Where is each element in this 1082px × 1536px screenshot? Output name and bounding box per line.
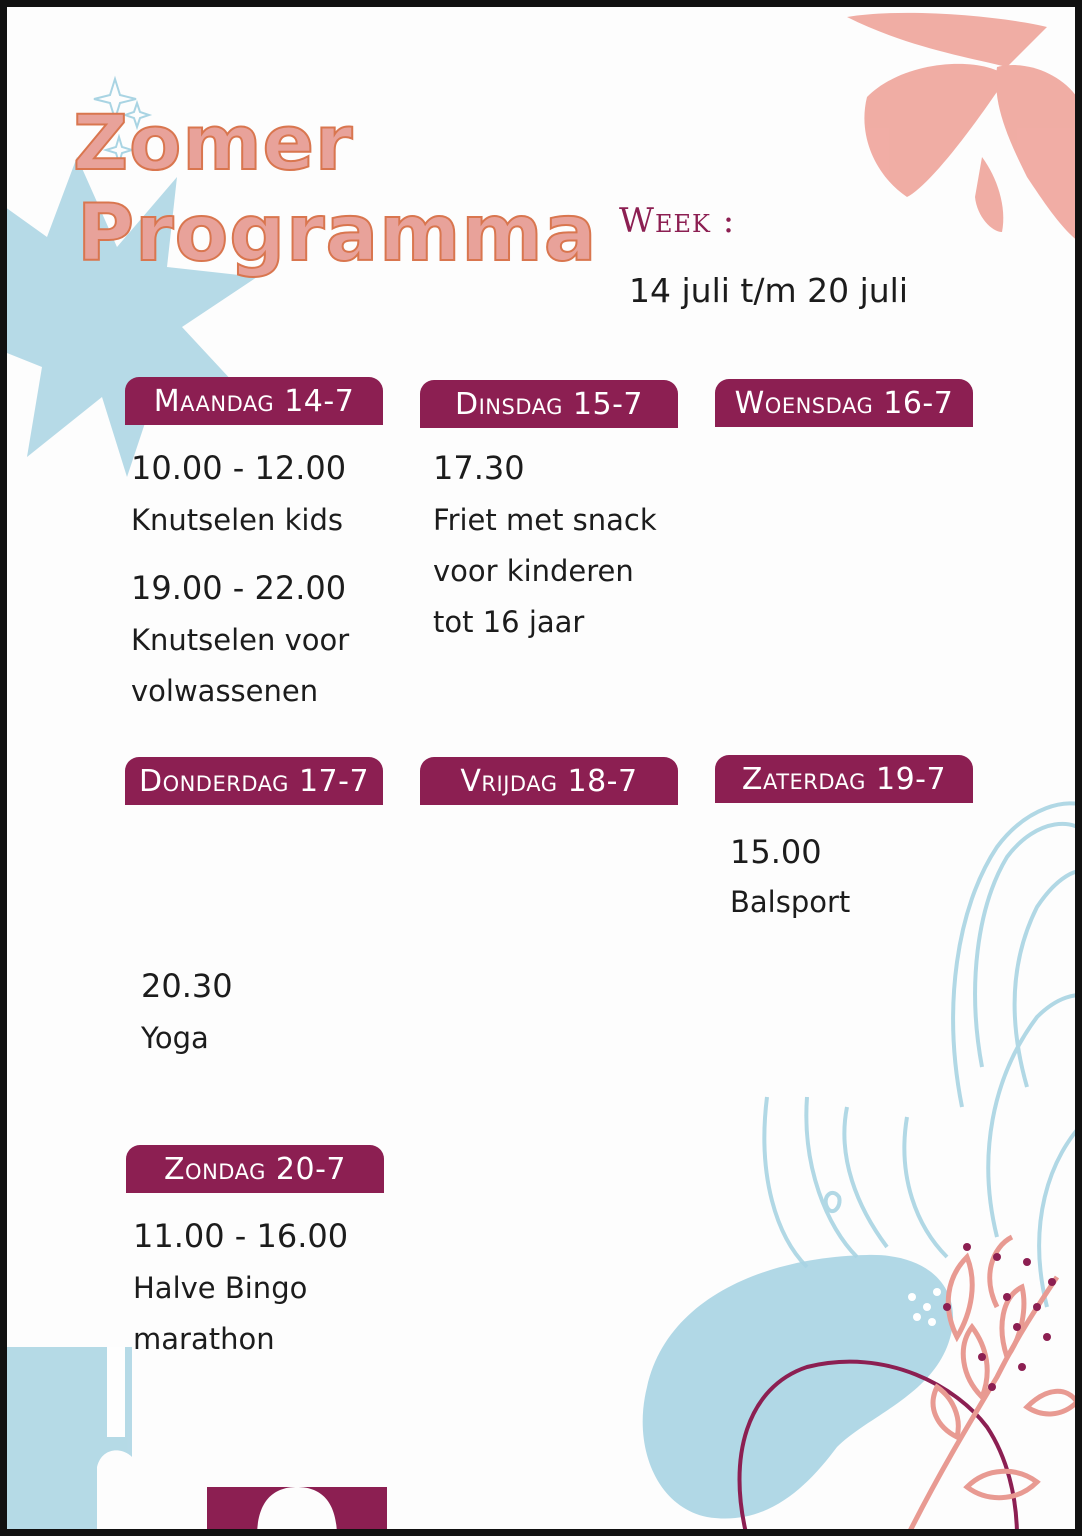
entry-text: tot 16 jaar [433,605,585,639]
entry-time: 11.00 - 16.00 [133,1217,349,1255]
maroon-arch-icon [207,1487,387,1536]
entry-text: Halve Bingo [133,1271,308,1305]
entry-text: Yoga [141,1021,209,1055]
entry-text: voor kinderen [433,554,634,588]
day-tab-woensdag: Woensdag 16-7 [715,379,973,427]
entry-text: Knutselen voor [131,623,350,657]
day-tab-vrijdag: Vrijdag 18-7 [420,757,678,805]
entry-time: 20.30 [141,967,233,1005]
entry-time: 17.30 [433,449,525,487]
entry-time: 19.00 - 22.00 [131,569,347,607]
arch-shape-icon [7,1347,132,1536]
day-tab-zondag: Zondag 20-7 [126,1145,384,1193]
entry-time: 15.00 [730,833,822,871]
entry-text: marathon [133,1322,275,1356]
day-tab-maandag: Maandag 14-7 [125,377,383,425]
flower-petal-icon [847,13,1082,247]
entry-text: Balsport [730,885,851,919]
entry-text: Friet met snack [433,503,657,537]
entry-text: Knutselen kids [131,503,343,537]
title-line-1: Zomer [73,98,354,187]
entry-text: volwassenen [131,674,319,708]
blob-shape-icon [643,1255,953,1519]
day-tab-donderdag: Donderdag 17-7 [125,757,383,805]
day-tab-dinsdag: Dinsdag 15-7 [420,380,678,428]
wave-lines-icon [764,803,1082,1307]
day-tab-zaterdag: Zaterdag 19-7 [715,755,973,803]
title-line-2: Programma [77,189,598,279]
week-label: Week : [619,201,736,241]
week-range: 14 juli t/m 20 juli [629,271,908,310]
entry-time: 10.00 - 12.00 [131,449,347,487]
